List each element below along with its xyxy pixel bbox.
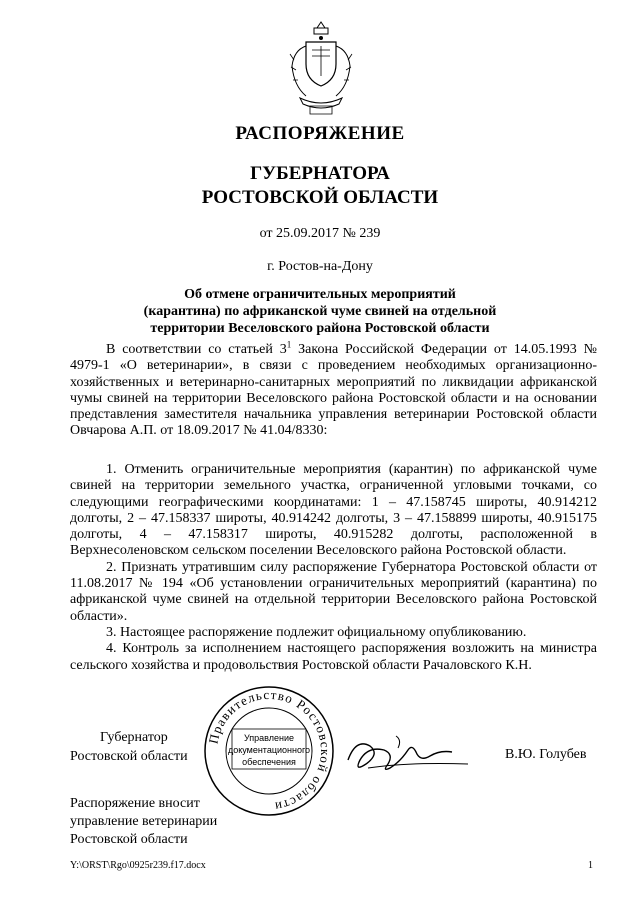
list-item: 3. Настоящее распоряжение подлежит официальному опубликованию.: [106, 624, 527, 640]
list-item: 1. Отменить ограничительные мероприятия (карантин) по африканской чуме свиней на территории земельного участка, ограниченной угловыми точками, со следующими географическими координатами: 1 – 47.158745 широты, 40.914212 долготы, 2 – 47.158337 широты, 40.914242 долготы, 3 – 47.158899 широты, 40.915175 долготы, 4 – 47.158317 широты, 40.915282 долготы, расположенной в Верхнесоленовском сельском поселении Веселовского района Ростовской области.: [70, 462, 597, 559]
seal-inner-line: документационного: [227, 745, 311, 755]
authority-line-2: РОСТОВСКОЙ ОБЛАСТИ: [201, 187, 439, 208]
subject-line: территории Веселовского района Ростовской области: [150, 321, 490, 336]
submitted-by-line: Распоряжение вносит: [70, 796, 200, 811]
file-path-footer: Y:\ORST\Rgo\0925r239.f17.docx: [70, 860, 206, 871]
document-subject: [0, 286, 640, 337]
submitted-by-line: управление ветеринарии: [70, 814, 218, 829]
handwritten-signature: [338, 722, 478, 782]
subject-line: (карантина) по африканской чуме свиней на отдельной: [143, 304, 497, 319]
preamble-text-2: Закона Российской Федерации от 14.05.1993 № 4979-1 «О ветеринарии», в связи с проведением необходимых организационно-хозяйственных и ветеринарно-санитарных мероприятий по ликвидации африканской чумы свиней на территории Веселовского района Ростовской области и на основании представления заместителя начальника управления ветеринарии Ростовской области Овчарова А.П. от 18.09.2017 № 41.04/8330:: [70, 342, 597, 439]
preamble-text-1: В соответствии со статьей 3: [106, 342, 287, 357]
document-city: г. Ростов-на-Дону: [267, 259, 373, 274]
seal-inner-line: обеспечения: [242, 757, 296, 767]
seal-inner-line: Управление: [243, 733, 295, 743]
preamble-paragraph: [70, 339, 597, 440]
signatory-position-line: Ростовской области: [70, 749, 188, 764]
seal-outer-text: Правительство Ростовской области: [205, 686, 334, 815]
page-number: 1: [588, 860, 593, 871]
signatory-position-line: Губернатор: [100, 730, 168, 745]
official-seal-stamp: [202, 684, 336, 818]
items-list: [70, 462, 597, 674]
document-date-number: от 25.09.2017 № 239: [259, 226, 381, 241]
authority-line-1: ГУБЕРНАТОРА: [250, 163, 390, 184]
signatory-position: [70, 728, 188, 766]
signatory-name: В.Ю. Голубев: [505, 747, 587, 762]
list-item: 2. Признать утратившим силу распоряжение Губернатора Ростовской области от 11.08.2017 № 194 «Об установлении ограничительных мероприятий (карантина) по африканской чуме свиней на отдельной территории Веселовского района Ростовской области».: [70, 559, 597, 624]
article-superscript: 1: [286, 339, 292, 350]
submitted-by-note: [70, 795, 217, 849]
list-item: 4. Контроль за исполнением настоящего распоряжения возложить на министра сельского хозяйства и продовольствия Ростовской области Рачаловского К.Н.: [70, 641, 597, 673]
coat-of-arms-icon: [286, 20, 356, 120]
submitted-by-line: Ростовской области: [70, 832, 188, 847]
document-title: РАСПОРЯЖЕНИЕ: [235, 123, 405, 144]
subject-line: Об отмене ограничительных мероприятий: [184, 287, 456, 302]
